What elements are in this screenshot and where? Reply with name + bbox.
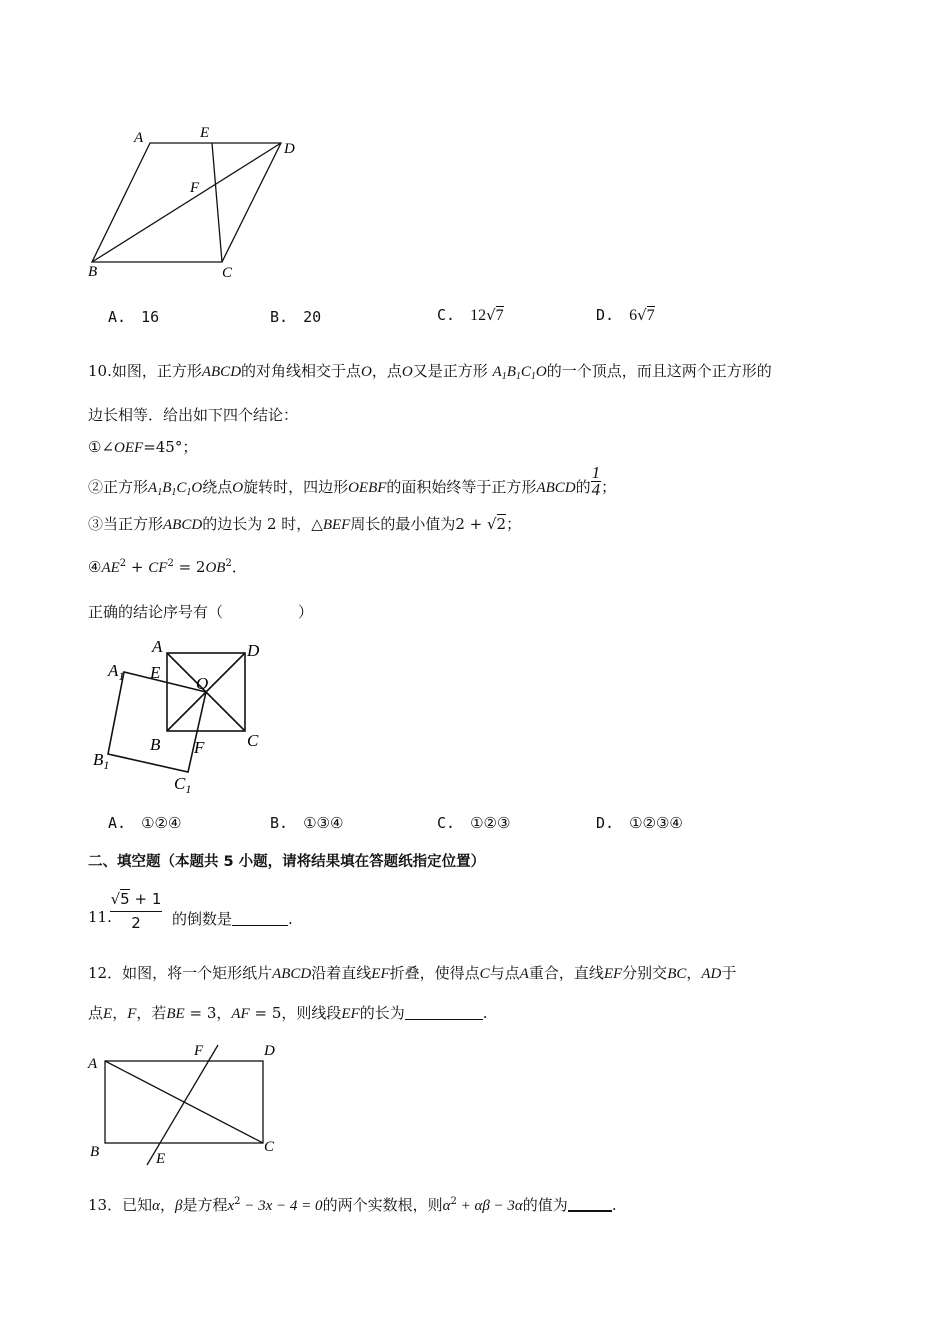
q9-option-d[interactable] xyxy=(596,306,655,325)
fold-line-ef xyxy=(147,1045,218,1165)
label-a1: $A_1$ xyxy=(108,661,125,683)
option-text: 6 xyxy=(629,307,638,324)
label-c: C xyxy=(247,731,259,750)
fraction-quarter: $\frac{1}{4}$ xyxy=(591,462,601,499)
option-letter: D. xyxy=(596,306,615,324)
label-d: D xyxy=(284,141,295,157)
q10-conclusion-1: ①∠OEF=45°； xyxy=(88,438,198,456)
label-b: B xyxy=(150,735,161,754)
option-letter: B. xyxy=(270,308,289,326)
q10-line1: 10.如图，正方形ABCD的对角线相交于点O，点O又是正方形 $A_1B_1C_1O$的一个顶点，而且这两个正方形的 xyxy=(88,362,772,382)
q10-option-d[interactable]: D. ①②③④ xyxy=(596,814,683,832)
label-c1: $C_1$ xyxy=(174,774,192,796)
q9-option-a[interactable] xyxy=(108,308,159,326)
label-e: E xyxy=(150,663,161,682)
figure-rectangle-fold xyxy=(82,1038,292,1173)
label-e: E xyxy=(156,1151,166,1167)
label-f: F xyxy=(194,1043,204,1059)
section-heading: 二、填空题（本题共 5 小题，请将结果填在答题纸指定位置） xyxy=(88,854,486,870)
fraction: √5 + 1 2 xyxy=(110,890,162,932)
option-text: 16 xyxy=(141,308,160,326)
square-a1b1c1o xyxy=(108,672,209,772)
label-b: B xyxy=(88,264,98,280)
radicand: 7 xyxy=(495,307,504,324)
option-text: 12 xyxy=(470,307,487,324)
q10-ask: 正确的结论序号有（ ） xyxy=(88,603,314,621)
radicand: 7 xyxy=(646,307,655,324)
q10-line2: 边长相等．给出如下四个结论： xyxy=(88,406,299,424)
q10-conclusion-4: $④AE^2 + CF^2 = 2OB^2$． xyxy=(88,558,247,576)
label-d: D xyxy=(247,641,260,660)
label-o: O xyxy=(196,674,209,693)
option-letter: A. xyxy=(108,308,127,326)
sqrt-sign: √ xyxy=(637,306,647,324)
sqrt-sign: √ xyxy=(486,306,496,324)
label-c: C xyxy=(222,265,233,281)
q10-option-a[interactable]: A. ①②④ xyxy=(108,814,182,832)
q12-line2: 点E，F，若BE = 3，AF = 5，则线段EF的长为 . xyxy=(88,1004,488,1022)
label-a: A xyxy=(152,637,163,656)
label-a: A xyxy=(134,130,144,146)
q9-option-b[interactable] xyxy=(270,308,321,326)
label-d: D xyxy=(264,1043,275,1059)
figure-parallelogram xyxy=(80,120,320,290)
label-e: E xyxy=(200,125,210,141)
q10-conclusion-3: ③当正方形ABCD的边长为 2 时，△BEF周长的最小值为2 + √2； xyxy=(88,515,522,533)
label-b: B xyxy=(90,1144,100,1160)
q10-option-b[interactable]: B. ①③④ xyxy=(270,814,344,832)
q10-conclusion-2: ②正方形$A_1B_1C_1O$绕点O旋转时，四边形OEBF的面积始终等于正方形ABCD的 $\frac{1}{4}$ ； xyxy=(88,462,617,499)
q10-option-c[interactable]: C. ①②③ xyxy=(437,814,511,832)
label-b1: $B_1$ xyxy=(93,750,110,772)
figure-two-squares xyxy=(88,632,288,802)
q9-option-c[interactable] xyxy=(437,306,504,325)
segment-ec xyxy=(212,143,222,262)
q13: 13．已知α，β是方程$x^2 - 3x - 4 = 0$的两个实数根，则$\alpha^2 + \alpha\beta - 3\alpha$的值为 . xyxy=(88,1196,617,1214)
label-c: C xyxy=(264,1139,275,1155)
square-a1b1c1o: $A_1B_1C_1O$ xyxy=(492,364,547,382)
option-letter: C. xyxy=(437,306,456,324)
q12-line1: 12．如图，将一个矩形纸片ABCD沿着直线EF折叠，使得点C与点A重合，直线EF分别交BC，AD于 xyxy=(88,964,737,982)
label-f: F xyxy=(190,180,200,196)
label-a: A xyxy=(88,1056,98,1072)
option-text: 20 xyxy=(303,308,322,326)
label-f: F xyxy=(194,738,205,757)
